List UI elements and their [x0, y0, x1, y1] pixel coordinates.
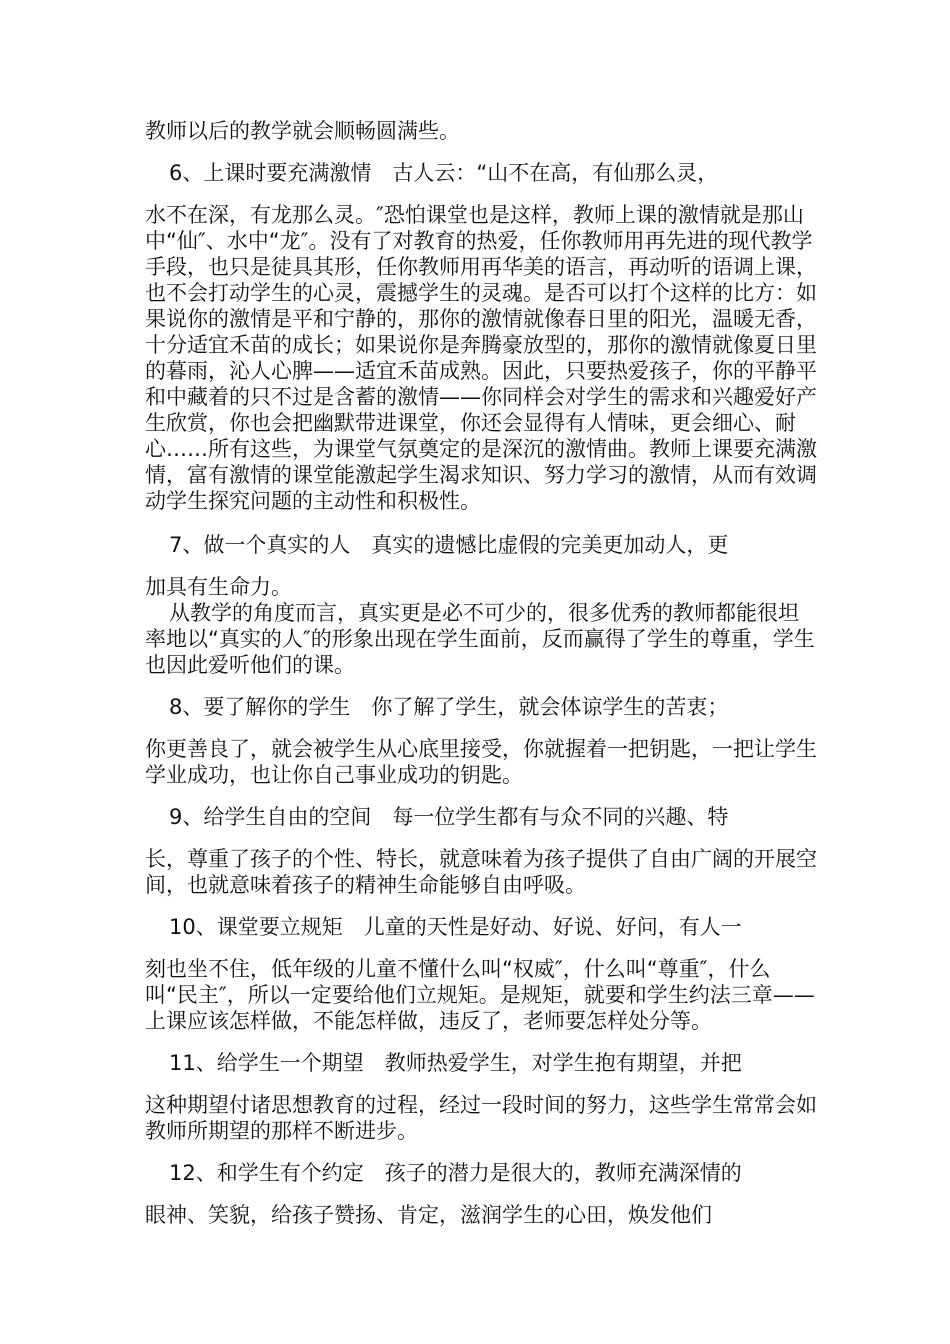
section-6-first-line — [145, 160, 817, 186]
section-7-body: 加具有生命力。 — [145, 575, 292, 599]
section-8-first-line — [145, 694, 817, 720]
section-7-first-line — [145, 532, 817, 558]
section-7 — [145, 532, 817, 678]
section-11 — [145, 1050, 817, 1144]
section-10 — [145, 914, 817, 1034]
section-8-first-text: 你了解了学生，就会体谅学生的苦衷； — [371, 695, 729, 719]
section-7-heading: 7、做一个真实的人 — [169, 533, 351, 557]
section-8-heading: 8、要了解你的学生 — [169, 695, 351, 719]
section-12-first-line — [145, 1160, 817, 1186]
section-12-heading: 12、和学生有个约定 — [169, 1161, 364, 1185]
section-9-first-text: 每一位学生都有与众不同的兴趣、特 — [392, 805, 729, 829]
section-10-heading: 10、课堂要立规矩 — [169, 915, 343, 939]
section-9-heading: 9、给学生自由的空间 — [169, 805, 372, 829]
section-11-first-line — [145, 1050, 817, 1076]
section-11-heading: 11、给学生一个期望 — [169, 1051, 364, 1075]
section-11-first-text: 教师热爱学生，对学生抱有期望，并把 — [384, 1051, 742, 1075]
section-10-first-text: 儿童的天性是好动、好说、好问，有人一 — [363, 915, 742, 939]
section-12-first-text: 孩子的潜力是很大的，教师充满深情的 — [384, 1161, 742, 1185]
section-8 — [145, 694, 817, 788]
section-6-first-text: 古人云：“山不在高，有仙那么灵， — [392, 161, 719, 185]
section-9-first-line — [145, 804, 817, 830]
section-10-first-line — [145, 914, 817, 940]
section-9-body: 长，尊重了孩子的个性、特长，就意味着为孩子提供了自由广阔的开展空间，也就意味着孩子的精神生命能够自由呼吸。 — [145, 847, 817, 897]
section-10-body: 刻也坐不住，低年级的儿童不懂什么叫“权威″，什么叫“尊重″，什么叫“民主″，所以一定要给他们立规矩。是规矩，就要和学生约法三章——上课应该怎样做，不能怎样做，违反了，老师要怎样处分等。 — [145, 957, 815, 1033]
section-12 — [145, 1160, 817, 1228]
section-8-body: 你更善良了，就会被学生从心底里接受，你就握着一把钥匙，一把让学生学业成功，也让你自己事业成功的钥匙。 — [145, 737, 817, 787]
section-7-extra: 从教学的角度而言，真实更是必不可少的，很多优秀的教师都能很坦率地以“真实的人″的形象出现在学生面前，反而赢得了学生的尊重，学生也因此爱听他们的课。 — [145, 601, 815, 677]
opening-line: 教师以后的教学就会顺畅圆满些。 — [145, 119, 460, 143]
document-page — [145, 118, 817, 1228]
section-9 — [145, 804, 817, 898]
section-6-body: 水不在深，有龙那么灵。″恐怕课堂也是这样，教师上课的激情就是那山中“仙″、水中“龙″。没有了对教育的热爱，任你教师用再先进的现代教学手段，也只是徒具其形，任你教师用再华美的语言，再动听的语调上课，也不会打动学生的心灵，震撼学生的灵魂。是否可以打个这样的比方：如果说你的激情是平和宁静的，那你的激情就像春日里的阳光，温暖无香，十分适宜禾苗的成长；如果说你是奔腾豪放型的，那你的激情就像夏日里的暮雨，沁人心脾——适宜禾苗成熟。因此，只要热爱孩子，你的平静平和中藏着的只不过是含蓄的激情——你同样会对学生的需求和兴趣爱好产生欣赏，你也会把幽默带进课堂，你还会显得有人情味，更会细心、耐心……所有这些，为课堂气氛奠定的是深沉的激情曲。教师上课要充满激情，富有激情的课堂能激起学生渴求知识、努力学习的激情，从而有效调动学生探究问题的主动性和积极性。 — [145, 203, 817, 513]
section-6 — [145, 160, 817, 514]
section-7-first-text: 真实的遗憾比虚假的完美更加动人，更 — [371, 533, 729, 557]
section-11-body: 这种期望付诸思想教育的过程，经过一段时间的努力，这些学生常常会如教师所期望的那样不断进步。 — [145, 1093, 817, 1143]
section-12-body: 眼神、笑貌，给孩子赞扬、肯定，滋润学生的心田，焕发他们 — [145, 1203, 712, 1227]
section-6-heading: 6、上课时要充满激情 — [169, 161, 372, 185]
